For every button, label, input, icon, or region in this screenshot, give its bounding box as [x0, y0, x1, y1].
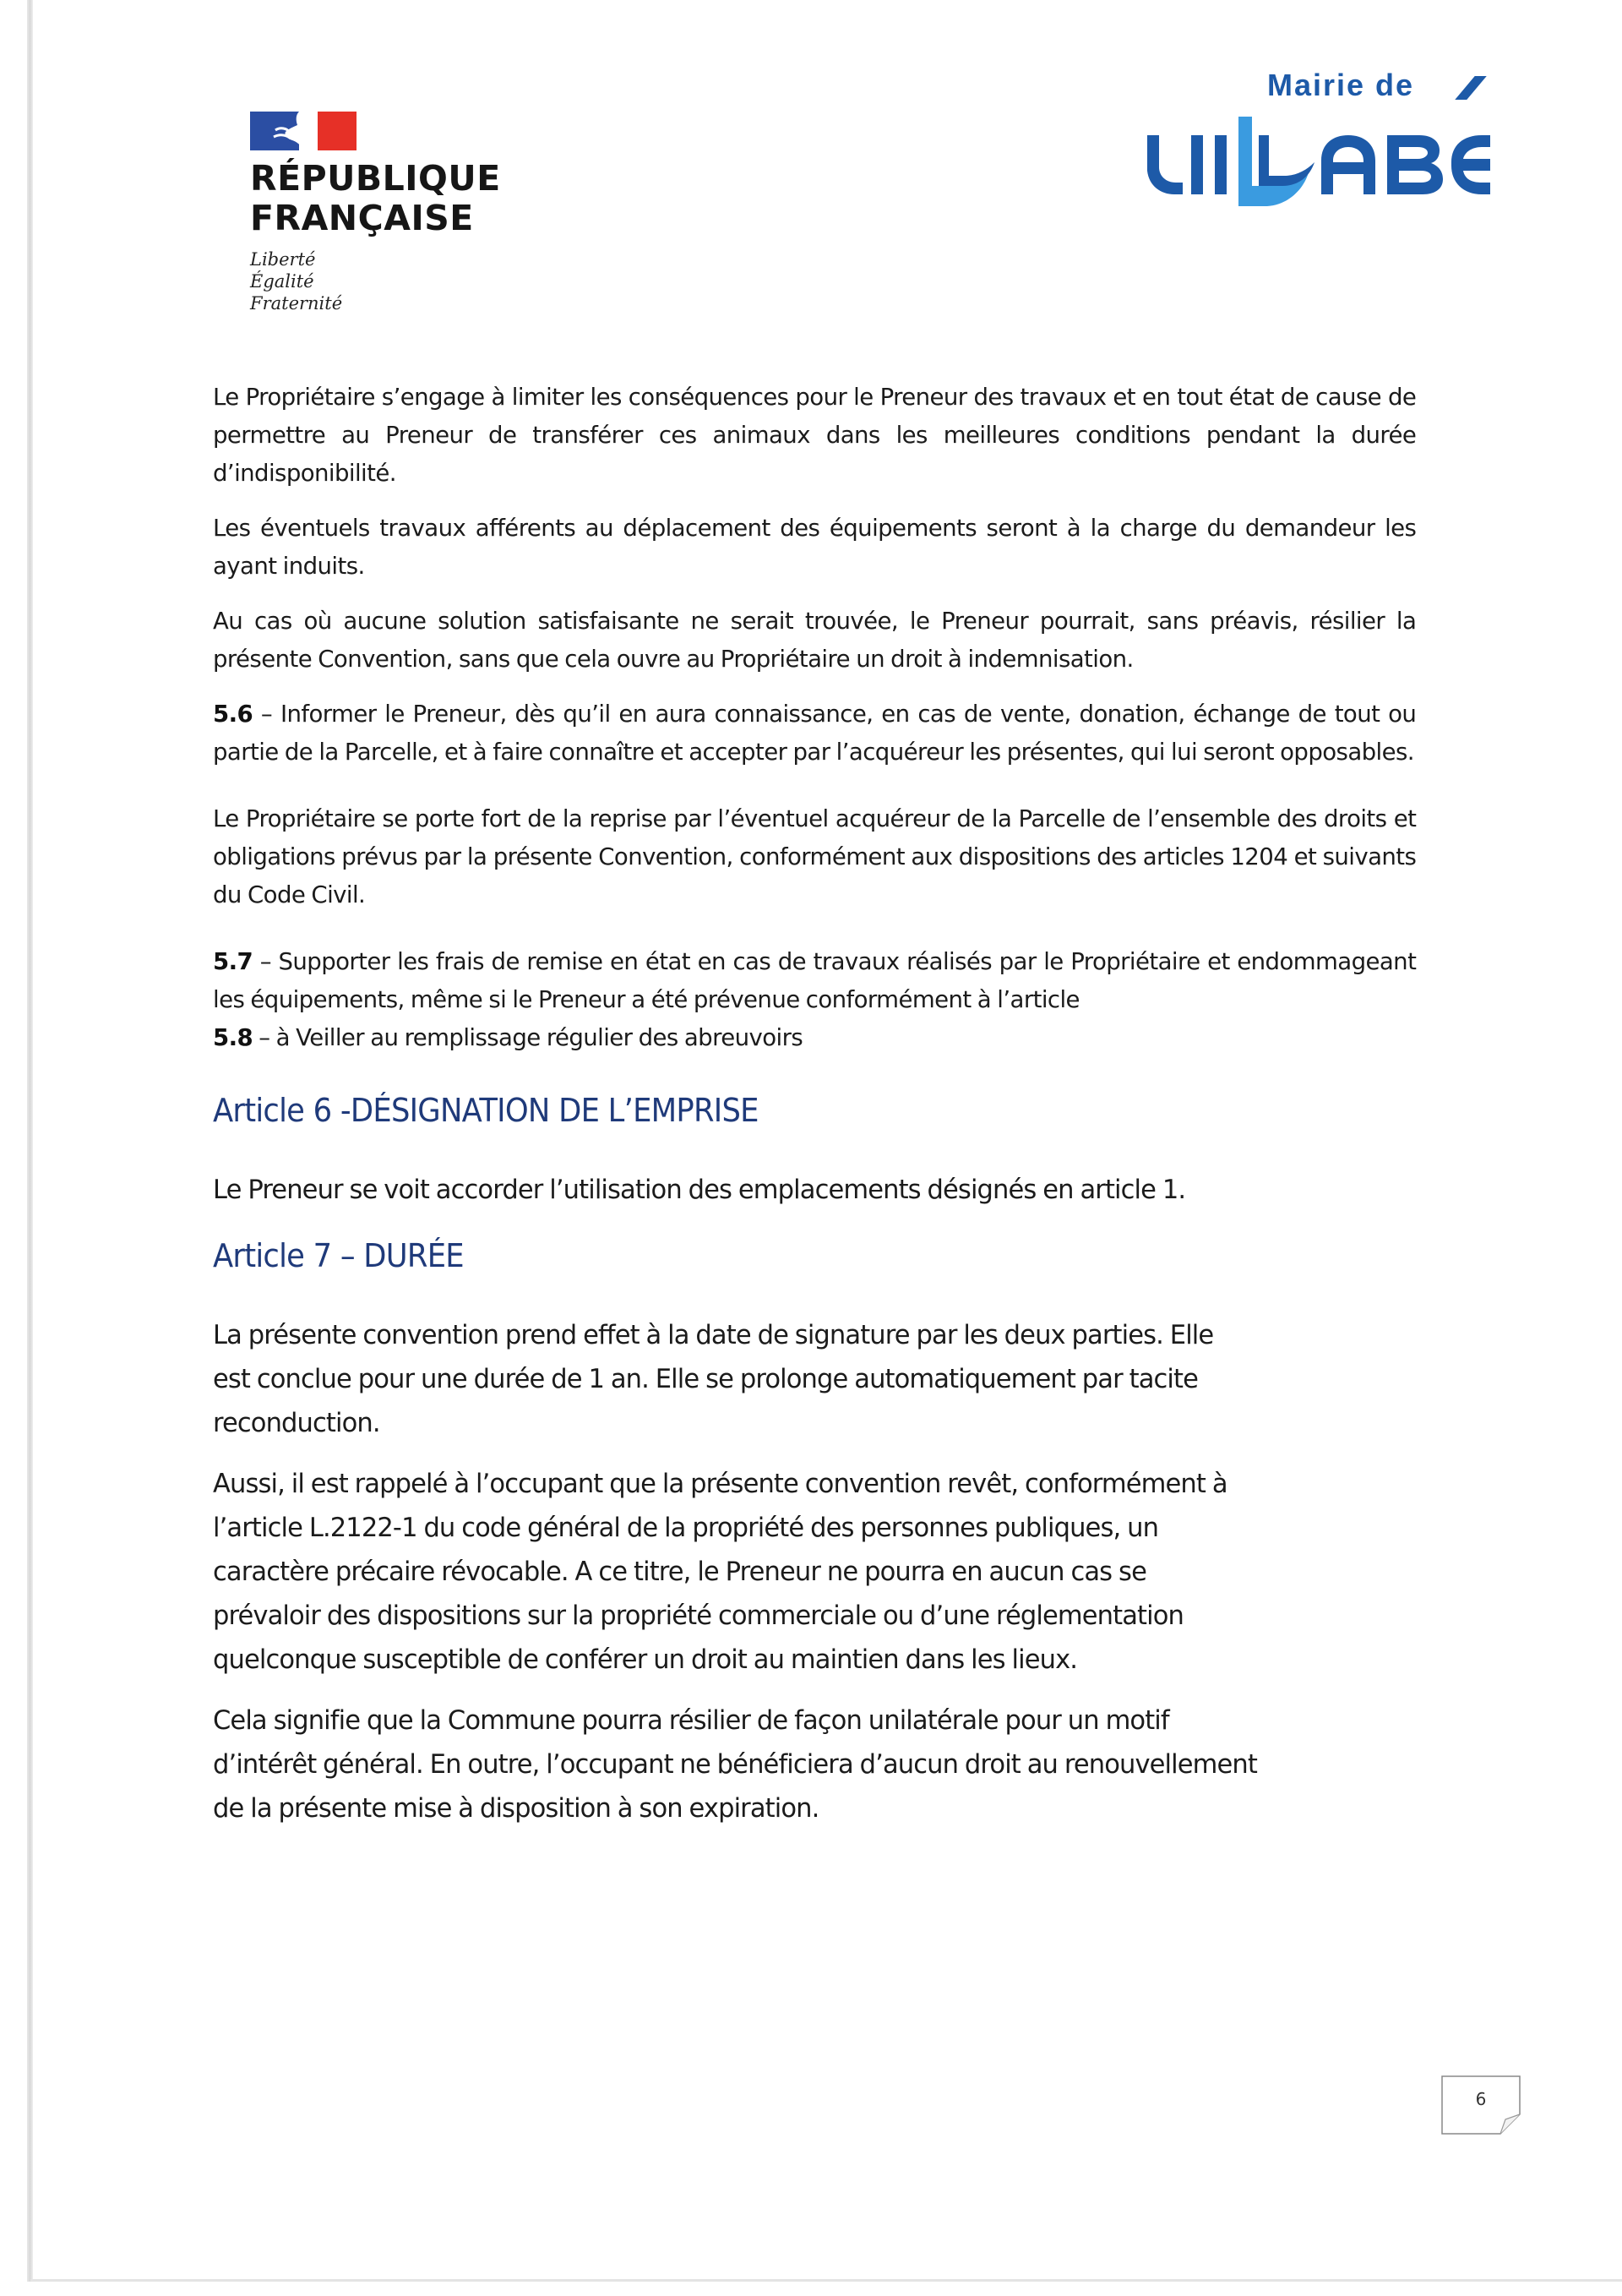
scan-edge-bottom: [30, 2279, 1622, 2282]
motto-egalite: Égalité: [250, 271, 314, 292]
text-line: prévaloir des dispositions sur la propriété commerciale ou d’une réglementation: [213, 1601, 1184, 1631]
text-line: Aussi, il est rappelé à l’occupant que la présente convention revêt, conformément à: [213, 1469, 1227, 1499]
text-line: La présente convention prend effet à la date de signature par les deux parties. Elle: [213, 1320, 1214, 1350]
article-7-paragraph-precaire: [213, 1462, 1416, 1682]
text-line: est conclue pour une durée de 1 an. Elle se prolonge automatiquement par tacite: [213, 1364, 1199, 1394]
article-6-heading: Article 6 -DÉSIGNATION DE L’EMPRISE: [213, 1092, 759, 1129]
paragraph-travaux-deplacement: Les éventuels travaux afférents au déplacement des équipements seront à la charge du demandeur les ayant induits.: [213, 514, 1417, 580]
text-line: de la présente mise à disposition à son expiration.: [213, 1793, 819, 1824]
republique-francaise-logo: [250, 112, 501, 314]
page-number: 6: [1475, 2089, 1487, 2109]
accent-mark-icon: [1455, 76, 1486, 100]
article-7-paragraph-resiliation: [213, 1699, 1416, 1830]
text-line: d’intérêt général. En outre, l’occupant ne bénéficiera d’aucun droit au renouvellement: [213, 1749, 1257, 1780]
document-body: [213, 378, 1434, 1830]
mairie-villabe-logo: [1140, 68, 1495, 203]
text-line: reconduction.: [213, 1408, 380, 1438]
scan-edge-left: [27, 0, 33, 2282]
marianne-flag-icon: [250, 112, 357, 150]
paragraph-travaux-consequences: Le Propriétaire s’engage à limiter les conséquences pour le Preneur des travaux et en tout état de cause de permettre au Preneur de transférer ces animaux dans les meilleures conditions pendant la durée d’indisponibilité.: [213, 383, 1417, 487]
text-line: l’article L.2122-1 du code général de la propriété des personnes publiques, un: [213, 1513, 1159, 1543]
clause-text: – Informer le Preneur, dès qu’il en aura connaissance, en cas de vente, donation, échange de tout ou partie de la Parcelle, et à faire connaître et accepter par l’acquéreur les présentes, qui lui seront opposables.: [213, 700, 1417, 766]
clause-number: 5.7: [213, 947, 253, 975]
clause-number: 5.6: [213, 700, 253, 728]
text-line: caractère précaire révocable. A ce titre, le Preneur ne pourra en aucun cas se: [213, 1557, 1146, 1587]
clause-5-8: [213, 1018, 1416, 1056]
clause-text: – Supporter les frais de remise en état en cas de travaux réalisés par le Propriétaire et endommageant les équipements, même si le Preneur a été prévenue conformément à l’article: [213, 947, 1417, 1013]
paragraph-porte-fort: Le Propriétaire se porte fort de la reprise par l’éventuel acquéreur de la Parcelle de l’ensemble des droits et obligations prévus par la présente Convention, conformément aux dispositions des articles 1204 et suivants du Code Civil.: [213, 804, 1417, 908]
rf-motto: [250, 248, 501, 314]
rf-name-line2: FRANÇAISE: [250, 198, 474, 238]
villabe-wordmark-icon: [1140, 101, 1495, 211]
page-number-badge: [1441, 2075, 1521, 2135]
text-line: quelconque susceptible de conférer un droit au maintien dans les lieux.: [213, 1644, 1078, 1675]
motto-fraternite: Fraternité: [250, 293, 343, 314]
clause-number: 5.8: [213, 1023, 253, 1051]
article-6-text: Le Preneur se voit accorder l’utilisation des emplacements désignés en article 1.: [213, 1175, 1186, 1205]
article-7-heading: Article 7 – DURÉE: [213, 1237, 464, 1274]
motto-liberte: Liberté: [250, 249, 316, 270]
clause-5-6: [213, 695, 1416, 771]
rf-name-line1: RÉPUBLIQUE: [250, 158, 501, 199]
text-line: Cela signifie que la Commune pourra résilier de façon unilatérale pour un motif: [213, 1705, 1169, 1736]
article-7-paragraph-effet: [213, 1313, 1416, 1445]
paragraph-resiliation: Au cas où aucune solution satisfaisante ne serait trouvée, le Preneur pourrait, sans préavis, résilier la présente Convention, sans que cela ouvre au Propriétaire un droit à indemnisation.: [213, 607, 1417, 673]
clause-5-7: [213, 942, 1416, 1018]
mairie-de-label: Mairie de: [1267, 68, 1415, 102]
clause-text: – à Veiller au remplissage régulier des abreuvoirs: [253, 1023, 803, 1051]
